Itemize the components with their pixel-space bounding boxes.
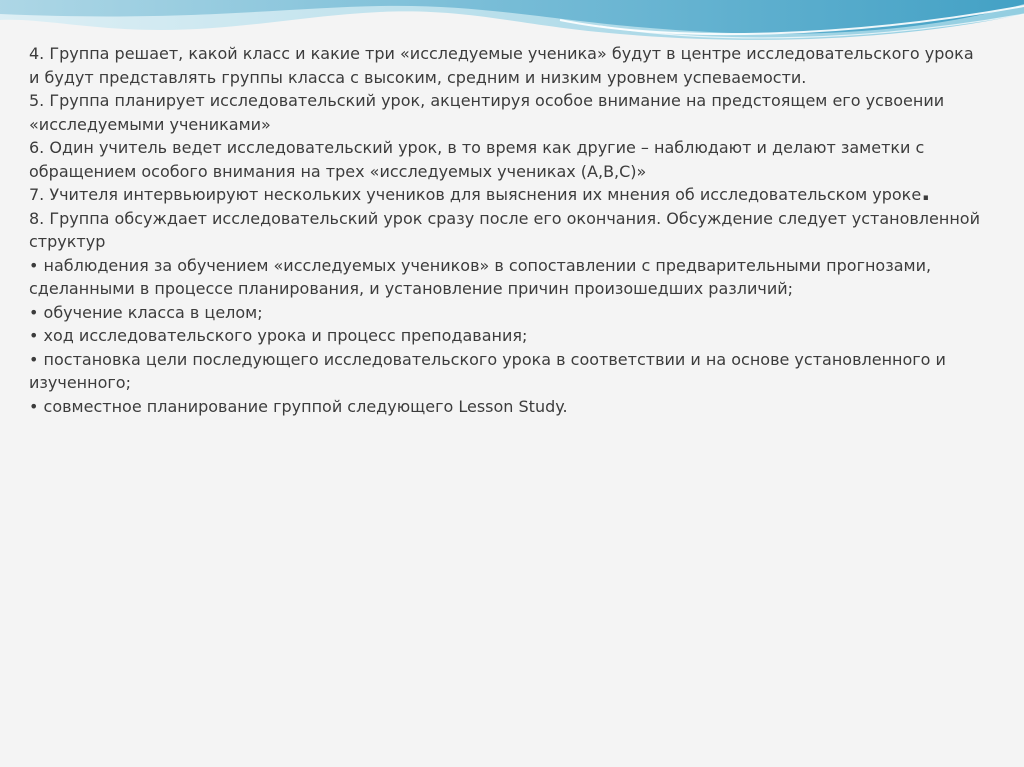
item-8: 8. Группа обсуждает исследовательский урок сразу после его окончания. Обсуждение следует установленной структур (29, 208, 980, 251)
item-6: 6. Один учитель ведет исследовательский урок, в то время как другие – наблюдают и делают заметки с обращением особого внимания на трех «исследуемых учениках (A,B,C)» (29, 138, 925, 181)
bullet-item: • обучение класса в целом; (29, 302, 263, 322)
bullet-item: • постановка цели последующего исследовательского урока в соответствии и на основе установленного и изученного; (29, 349, 946, 392)
bullet-item: • совместное планирование группой следующего Lesson Study. (29, 396, 568, 416)
bullet-item: • наблюдения за обучением «исследуемых учеников» в сопоставлении с предварительными прогнозами, сделанными в процессе планирования, и установление причин произошедших различий; (29, 255, 932, 298)
item-7 (29, 178, 989, 207)
bullet-item: • ход исследовательского урока и процесс преподавания; (29, 326, 528, 345)
item-7-text: 7. Учителя интервьюируют нескольких учеников для выяснения их мнения об исследовательском уроке (29, 185, 922, 204)
slide-text (29, 42, 989, 418)
item-4: 4. Группа решает, какой класс и какие три «исследуемые ученика» будут в центре исследовательского урока и будут представлять группы класса с высоким, средним и низким уровнем успеваемости. (29, 44, 974, 87)
item-5: 5. Группа планирует исследовательский урок, акцентируя особое внимание на предстоящем его усвоении «исследуемыми учениками» (29, 91, 945, 134)
item-7-period: . (921, 178, 931, 206)
